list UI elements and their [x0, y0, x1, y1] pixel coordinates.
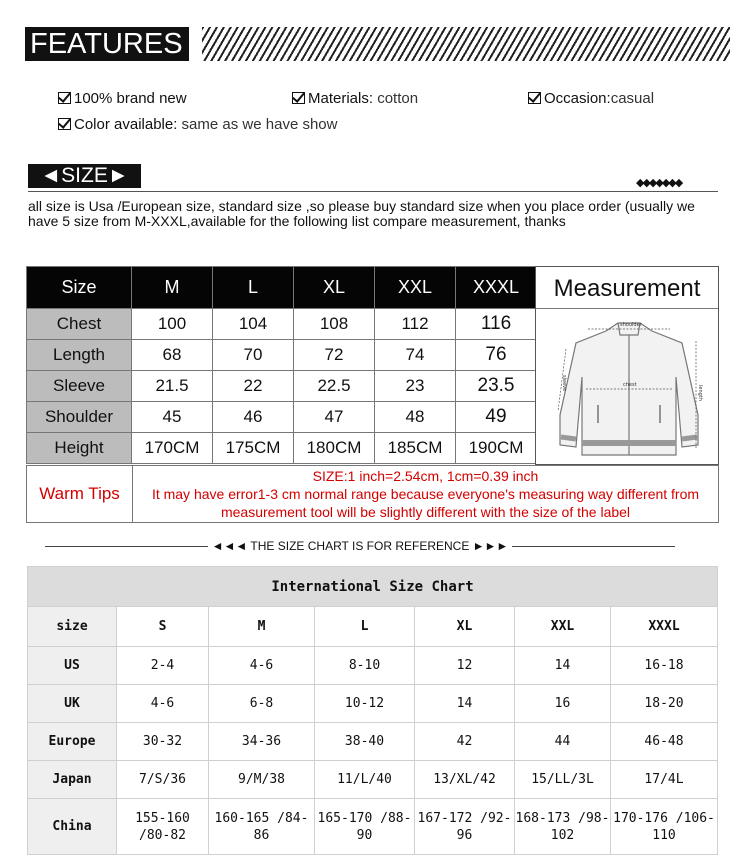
chest-label: chest [623, 382, 637, 388]
table-cell: 18-20 [611, 685, 718, 723]
features-header [25, 27, 730, 61]
table-cell: 76 [456, 340, 537, 371]
table-cell: 21.5 [132, 371, 213, 402]
table-cell: 112 [375, 309, 456, 340]
table-cell: 74 [375, 340, 456, 371]
table-title: International Size Chart [28, 567, 718, 607]
table-cell: 180CM [294, 433, 375, 464]
size-note: all size is Usa /European size, standard size ,so please buy standard size when you place order (usually we have 5 size from M-XXXL,available for the following list compare measurement, thanks [28, 198, 695, 229]
table-row [27, 340, 537, 371]
row-label: US [28, 647, 117, 685]
feature-materials [292, 90, 418, 108]
tips-line-1: SIZE:1 inch=2.54cm, 1cm=0.39 inch [312, 468, 539, 484]
table-cell: 170-176 /106-110 [611, 799, 718, 855]
row-label: Chest [27, 309, 132, 340]
table-cell: 185CM [375, 433, 456, 464]
table-cell: 49 [456, 402, 537, 433]
table-row [28, 761, 718, 799]
table-cell: 100 [132, 309, 213, 340]
table-cell: 17/4L [611, 761, 718, 799]
table-cell: 44 [515, 723, 611, 761]
table-header-cell: XL [294, 267, 375, 309]
table-cell: 22.5 [294, 371, 375, 402]
shoulder-label: shoulder [620, 322, 642, 328]
sleeve-label: sleeve [561, 375, 567, 392]
reference-divider [45, 538, 675, 554]
table-header-cell: XXL [515, 607, 611, 647]
diamond-decoration: ◆◆◆◆◆◆◆ [636, 177, 682, 189]
length-label: length [697, 385, 703, 401]
table-cell: 16 [515, 685, 611, 723]
table-cell: 48 [375, 402, 456, 433]
warm-tips-text [135, 467, 716, 521]
table-header-cell: XL [415, 607, 515, 647]
feature-value: cotton [373, 90, 419, 107]
table-cell: 6-8 [209, 685, 315, 723]
table-cell: 13/XL/42 [415, 761, 515, 799]
table-cell: 167-172 /92-96 [415, 799, 515, 855]
table-cell: 9/M/38 [209, 761, 315, 799]
checkmark-icon [58, 92, 71, 104]
table-cell: 170CM [132, 433, 213, 464]
table-cell: 42 [415, 723, 515, 761]
feature-color [58, 116, 337, 134]
feature-label: Materials: [308, 90, 374, 107]
table-header-cell: XXXL [456, 267, 537, 309]
checkmark-icon [292, 92, 305, 104]
table-header-cell: L [315, 607, 415, 647]
table-cell: 46-48 [611, 723, 718, 761]
table-cell: 108 [294, 309, 375, 340]
table-header-cell: Size [27, 267, 132, 309]
row-label: Length [27, 340, 132, 371]
measurement-title: Measurement [536, 267, 718, 309]
table-cell: 116 [456, 309, 537, 340]
table-cell: 11/L/40 [315, 761, 415, 799]
table-cell: 175CM [213, 433, 294, 464]
row-label: UK [28, 685, 117, 723]
table-cell: 168-173 /98-102 [515, 799, 611, 855]
table-row [27, 309, 537, 340]
divider [28, 191, 718, 192]
table-row [27, 402, 537, 433]
row-label: Europe [28, 723, 117, 761]
size-title: ◄SIZE► [28, 164, 141, 188]
measurement-diagram-box [535, 266, 719, 465]
reference-text-wrap [45, 538, 675, 554]
row-label: Japan [28, 761, 117, 799]
jacket-diagram-icon [548, 315, 710, 461]
checkmark-icon [528, 92, 541, 104]
table-cell: 165-170 /88-90 [315, 799, 415, 855]
table-cell: 8-10 [315, 647, 415, 685]
international-size-table [27, 566, 718, 855]
table-cell: 15/LL/3L [515, 761, 611, 799]
table-cell: 10-12 [315, 685, 415, 723]
table-cell: 190CM [456, 433, 537, 464]
table-row [28, 685, 718, 723]
row-label: Height [27, 433, 132, 464]
table-cell: 14 [515, 647, 611, 685]
table-header-cell: M [209, 607, 315, 647]
feature-label: 100% brand new [74, 90, 187, 107]
table-cell: 160-165 /84-86 [209, 799, 315, 855]
table-cell: 68 [132, 340, 213, 371]
table-cell: 30-32 [117, 723, 209, 761]
table-cell: 12 [415, 647, 515, 685]
table-title-row [28, 567, 718, 607]
table-cell: 16-18 [611, 647, 718, 685]
tips-line-2: It may have error1-3 cm normal range because everyone's measuring way different from measurement tool will be slightly different with the size of the label [151, 486, 700, 520]
warm-tips-label: Warm Tips [27, 466, 133, 522]
table-cell: 4-6 [117, 685, 209, 723]
table-cell: 23 [375, 371, 456, 402]
table-cell: 2-4 [117, 647, 209, 685]
table-header-cell: L [213, 267, 294, 309]
table-row [27, 371, 537, 402]
table-cell: 34-36 [209, 723, 315, 761]
table-header-cell: size [28, 607, 117, 647]
table-cell: 45 [132, 402, 213, 433]
table-header-cell: S [117, 607, 209, 647]
table-cell: 72 [294, 340, 375, 371]
feature-brand-new [58, 90, 187, 108]
features-hatch-decoration [202, 27, 730, 61]
table-cell: 22 [213, 371, 294, 402]
table-row [27, 433, 537, 464]
table-cell: 70 [213, 340, 294, 371]
table-header-row [27, 267, 537, 309]
table-row [28, 723, 718, 761]
table-cell: 14 [415, 685, 515, 723]
table-cell: 155-160 /80-82 [117, 799, 209, 855]
feature-value: casual [610, 90, 655, 107]
row-label: Shoulder [27, 402, 132, 433]
table-cell: 46 [213, 402, 294, 433]
table-cell: 104 [213, 309, 294, 340]
table-row [28, 799, 718, 855]
table-cell: 4-6 [209, 647, 315, 685]
row-label: China [28, 799, 117, 855]
feature-value: same as we have show [177, 116, 338, 133]
warm-tips-box [26, 465, 719, 523]
feature-label: Occasion: [544, 90, 611, 107]
table-cell: 7/S/36 [117, 761, 209, 799]
measurement-table [26, 266, 537, 464]
checkmark-icon [58, 118, 71, 130]
row-label: Sleeve [27, 371, 132, 402]
reference-text: ◄◄◄ THE SIZE CHART IS FOR REFERENCE ►►► [208, 539, 513, 553]
table-cell: 38-40 [315, 723, 415, 761]
table-header-row [28, 607, 718, 647]
table-header-cell: XXXL [611, 607, 718, 647]
table-cell: 47 [294, 402, 375, 433]
feature-label: Color available: [74, 116, 178, 133]
feature-occasion [528, 90, 654, 108]
table-row [28, 647, 718, 685]
table-cell: 23.5 [456, 371, 537, 402]
features-title: FEATURES [25, 27, 189, 61]
table-header-cell: M [132, 267, 213, 309]
table-header-cell: XXL [375, 267, 456, 309]
